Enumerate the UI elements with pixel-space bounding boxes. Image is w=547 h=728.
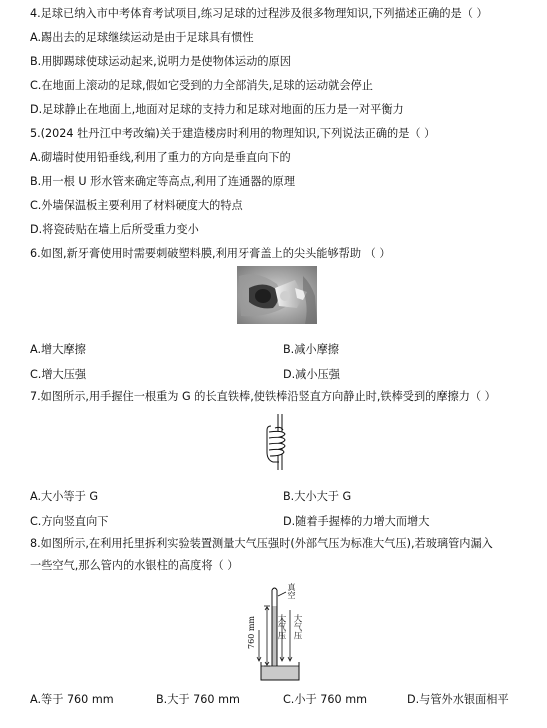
q4-option-d: D.足球静止在地面上,地面对足球的支持力和足球对地面的压力是一对平衡力 — [30, 103, 404, 116]
q6-option-d: D.减小压强 — [283, 368, 340, 381]
hand-holding-rod-figure — [257, 414, 291, 470]
q7-option-b: B.大小大于 G — [283, 490, 352, 503]
vacuum-label: 真空 — [287, 583, 296, 599]
q4-stem: 4.足球已纳入市中考体育考试项目,练习足球的过程涉及很多物理知识,下列描述正确的是（ ） — [30, 7, 488, 20]
q6-option-b: B.减小摩擦 — [283, 343, 339, 356]
q8-option-b: B.大于 760 mm — [156, 693, 240, 706]
toothpaste-photo — [237, 266, 317, 324]
q5-stem: 5.(2024 牡丹江中考改编)关于建造楼房时利用的物理知识,下列说法正确的是（ ） — [30, 127, 436, 140]
q8-option-d: D.与管外水银面相平 — [407, 693, 509, 706]
height-760mm-label: 760 mm — [247, 616, 256, 649]
q5-option-d: D.将瓷砖贴在墙上后所受重力变小 — [30, 223, 199, 236]
q4-option-b: B.用脚踢球使球运动起来,说明力是使物体运动的原因 — [30, 55, 291, 68]
q8-option-a: A.等于 760 mm — [30, 693, 114, 706]
q7-option-a: A.大小等于 G — [30, 490, 98, 503]
atm-pressure-label-right: 大气压 — [292, 614, 302, 640]
q5-option-b: B.用一根 U 形水管来确定等高点,利用了连通器的原理 — [30, 175, 296, 188]
q5-option-a: A.砌墙时使用铅垂线,利用了重力的方向是垂直向下的 — [30, 151, 291, 164]
q8-stem-line2: 一些空气,那么管内的水银柱的高度将（ ） — [30, 559, 239, 572]
q8-option-c: C.小于 760 mm — [283, 693, 368, 706]
atm-pressure-label-left: 大气压 — [276, 614, 286, 640]
q4-option-a: A.踢出去的足球继续运动是由于足球具有惯性 — [30, 31, 254, 44]
q7-option-c: C.方向竖直向下 — [30, 515, 109, 528]
q6-option-a: A.增大摩擦 — [30, 343, 86, 356]
q8-stem-line1: 8.如图所示,在利用托里拆利实验装置测量大气压强时(外部气压为标准大气压),若玻璃管内漏入 — [30, 537, 493, 550]
q6-option-c: C.增大压强 — [30, 368, 87, 381]
q4-option-c: C.在地面上滚动的足球,假如它受到的力全部消失,足球的运动就会停止 — [30, 79, 373, 92]
q6-stem: 6.如图,新牙膏使用时需要刺破塑料膜,利用牙膏盖上的尖头能够帮助 （ ） — [30, 247, 391, 260]
q7-stem: 7.如图所示,用手握住一根重为 G 的长直铁棒,使铁棒沿竖直方向静止时,铁棒受到的摩擦力（ ） — [30, 390, 496, 403]
q7-option-d: D.随着手握棒的力增大而增大 — [283, 515, 430, 528]
torricelli-figure — [244, 580, 314, 686]
q5-option-c: C.外墙保温板主要利用了材料硬度大的特点 — [30, 199, 243, 212]
